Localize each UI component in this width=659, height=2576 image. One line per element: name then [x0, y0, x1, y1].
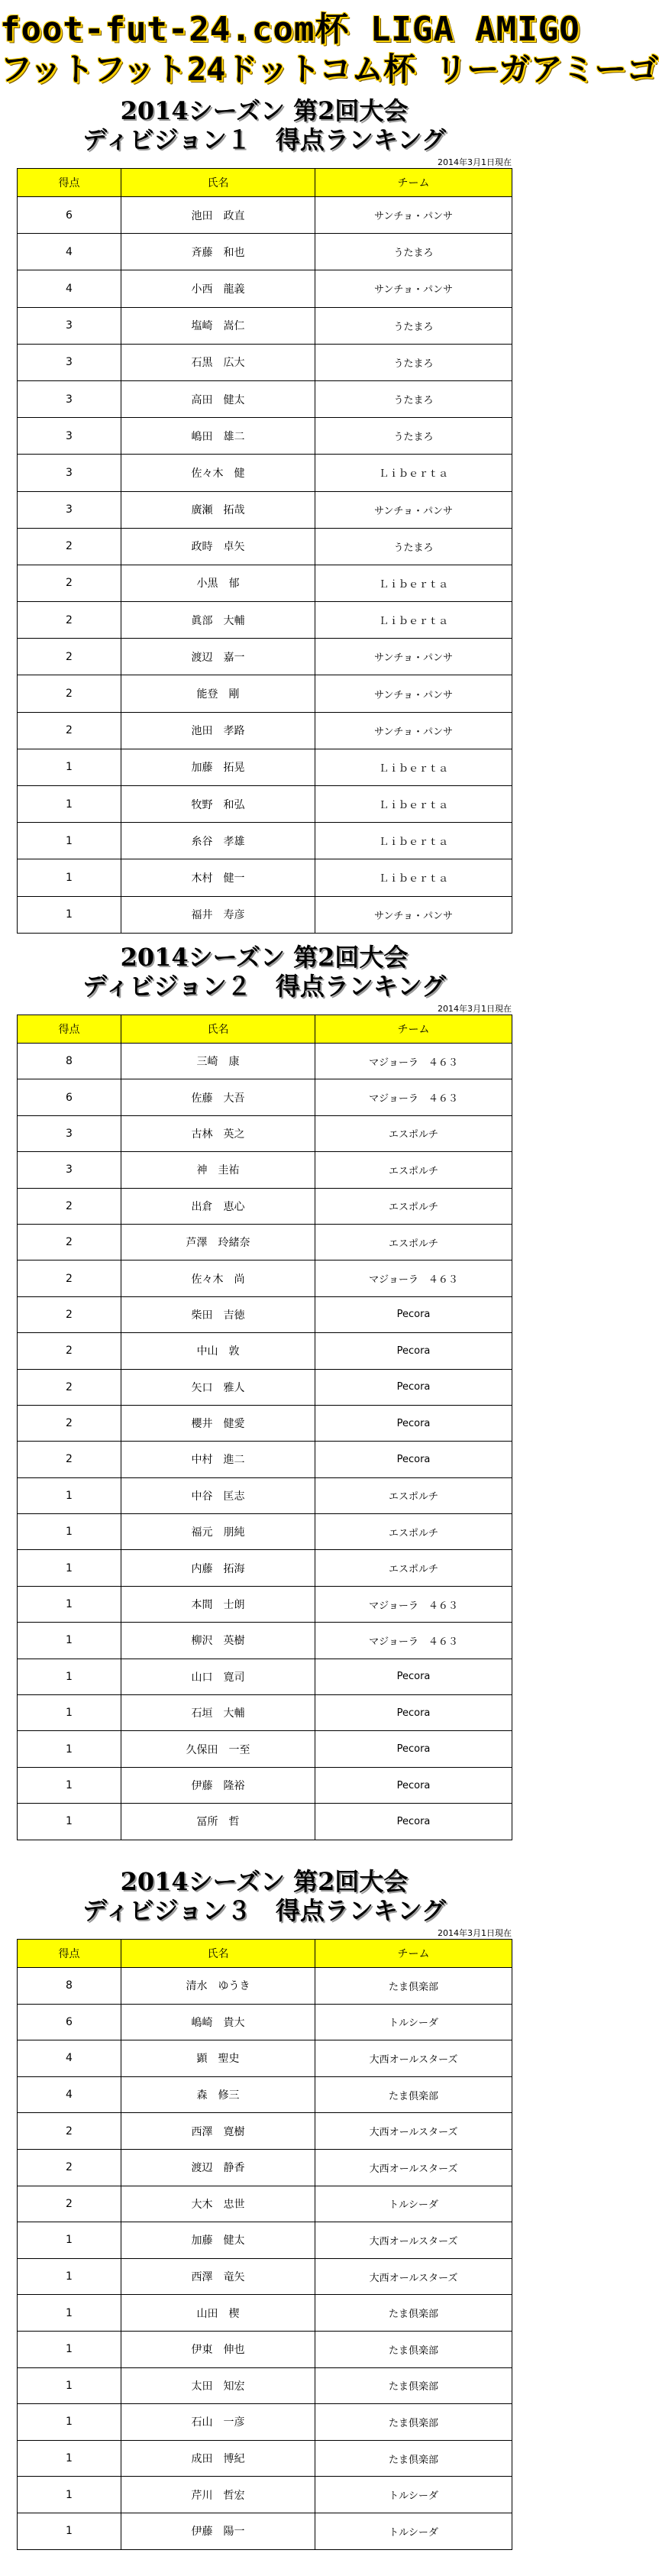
table-row [18, 418, 512, 455]
score-cell: 1 [18, 1514, 121, 1550]
team-cell: エスポルチ [315, 1152, 512, 1188]
header-score: 得点 [18, 169, 121, 197]
score-cell: 8 [18, 1044, 121, 1079]
score-cell: 1 [18, 2513, 121, 2549]
name-cell: 久保田 一至 [121, 1731, 315, 1767]
team-cell: サンチョ・パンサ [315, 491, 512, 528]
name-cell: 嶋崎 貴大 [121, 2004, 315, 2040]
name-cell: 加藤 健太 [121, 2222, 315, 2259]
name-cell: 古林 英之 [121, 1115, 315, 1151]
score-cell: 1 [18, 823, 121, 859]
score-cell: 4 [18, 234, 121, 270]
team-cell: たま倶楽部 [315, 1968, 512, 2005]
team-cell: マジョーラ ４６３ [315, 1586, 512, 1622]
score-cell: 2 [18, 1333, 121, 1369]
table-row [18, 2186, 512, 2222]
name-cell: 三崎 康 [121, 1044, 315, 1079]
table-row [18, 1804, 512, 1840]
division-3-title-line1: 2014シーズン 第2回大会 [120, 1867, 409, 1896]
team-cell: うたまろ [315, 528, 512, 565]
team-cell: エスポルチ [315, 1477, 512, 1513]
table-row [18, 1044, 512, 1079]
score-cell: 1 [18, 2404, 121, 2441]
name-cell: 中山 敦 [121, 1333, 315, 1369]
name-cell: 渡辺 嘉一 [121, 639, 315, 675]
team-cell: Ｌｉｂｅｒｔａ [315, 455, 512, 491]
header-score: 得点 [18, 1015, 121, 1044]
score-cell: 2 [18, 1224, 121, 1260]
table-row [18, 2331, 512, 2367]
header-name: 氏名 [121, 1940, 315, 1968]
name-cell: 塩崎 嵩仁 [121, 307, 315, 344]
score-cell: 1 [18, 2331, 121, 2367]
team-cell: たま倶楽部 [315, 2440, 512, 2477]
score-cell: 1 [18, 1550, 121, 1586]
banner-title-ja: フットフット24ドットコム杯 リーガアミーゴ [0, 50, 659, 88]
name-cell: 芦澤 玲緒奈 [121, 1224, 315, 1260]
score-cell: 1 [18, 1767, 121, 1803]
table-row [18, 1731, 512, 1767]
table-row [18, 2149, 512, 2186]
table-row [18, 2295, 512, 2332]
table-header-row [18, 169, 512, 197]
score-cell: 3 [18, 491, 121, 528]
team-cell: Pecora [315, 1767, 512, 1803]
name-cell: 櫻井 健愛 [121, 1405, 315, 1441]
team-cell: サンチョ・パンサ [315, 639, 512, 675]
table-row [18, 234, 512, 270]
table-row [18, 2367, 512, 2404]
name-cell: 福井 寿彦 [121, 896, 315, 933]
table-row [18, 1477, 512, 1513]
team-cell: Pecora [315, 1405, 512, 1441]
name-cell: 廣瀬 拓哉 [121, 491, 315, 528]
score-cell: 2 [18, 565, 121, 601]
table-row [18, 2404, 512, 2441]
score-cell: 4 [18, 2040, 121, 2077]
table-row [18, 1079, 512, 1115]
score-cell: 1 [18, 2367, 121, 2404]
score-cell: 2 [18, 2186, 121, 2222]
score-cell: 3 [18, 1115, 121, 1151]
score-cell: 1 [18, 786, 121, 823]
team-cell: うたまろ [315, 307, 512, 344]
team-cell: うたまろ [315, 344, 512, 380]
table-row [18, 565, 512, 601]
table-row [18, 1188, 512, 1224]
team-cell: うたまろ [315, 418, 512, 455]
team-cell: Ｌｉｂｅｒｔａ [315, 749, 512, 785]
table-row [18, 528, 512, 565]
name-cell: 渡辺 静香 [121, 2149, 315, 2186]
score-cell: 1 [18, 859, 121, 896]
table-row [18, 1659, 512, 1694]
table-row [18, 2222, 512, 2259]
score-cell: 1 [18, 1586, 121, 1622]
team-cell: たま倶楽部 [315, 2076, 512, 2113]
name-cell: 小黒 郁 [121, 565, 315, 601]
score-cell: 1 [18, 1477, 121, 1513]
table-row [18, 1586, 512, 1622]
name-cell: 伊藤 隆裕 [121, 1767, 315, 1803]
team-cell: 大西オールスターズ [315, 2222, 512, 2259]
score-cell: 2 [18, 2113, 121, 2150]
name-cell: 伊東 伸也 [121, 2331, 315, 2367]
name-cell: 成田 博紀 [121, 2440, 315, 2477]
name-cell: 西澤 寛樹 [121, 2113, 315, 2150]
division-3-as-of: 2014年3月1日現在 [438, 1928, 512, 1938]
team-cell: たま倶楽部 [315, 2331, 512, 2367]
team-cell: うたまろ [315, 380, 512, 417]
team-cell: トルシーダ [315, 2186, 512, 2222]
banner [0, 0, 659, 90]
name-cell: 小西 龍義 [121, 270, 315, 307]
team-cell: Pecora [315, 1804, 512, 1840]
score-cell: 3 [18, 455, 121, 491]
team-cell: Ｌｉｂｅｒｔａ [315, 602, 512, 639]
team-cell: サンチョ・パンサ [315, 896, 512, 933]
name-cell: 芹川 哲宏 [121, 2477, 315, 2513]
name-cell: 柳沢 英樹 [121, 1623, 315, 1659]
team-cell: Pecora [315, 1695, 512, 1731]
table-header-row [18, 1015, 512, 1044]
score-cell: 2 [18, 1405, 121, 1441]
score-cell: 1 [18, 1695, 121, 1731]
banner-title-en: foot-fut-24.com杯 LIGA AMIGO [0, 10, 580, 49]
team-cell: エスポルチ [315, 1188, 512, 1224]
name-cell: 出倉 恵心 [121, 1188, 315, 1224]
team-cell: Pecora [315, 1369, 512, 1405]
score-cell: 4 [18, 270, 121, 307]
score-cell: 1 [18, 2477, 121, 2513]
team-cell: マジョーラ ４６３ [315, 1079, 512, 1115]
table-row [18, 307, 512, 344]
name-cell: 太田 知宏 [121, 2367, 315, 2404]
team-cell: Pecora [315, 1296, 512, 1332]
name-cell: 木村 健一 [121, 859, 315, 896]
table-row [18, 344, 512, 380]
team-cell: 大西オールスターズ [315, 2113, 512, 2150]
name-cell: 伊藤 陽一 [121, 2513, 315, 2549]
division-2-table [17, 1015, 512, 1840]
team-cell: Ｌｉｂｅｒｔａ [315, 823, 512, 859]
score-cell: 6 [18, 197, 121, 234]
table-row [18, 1369, 512, 1405]
name-cell: 石黒 広大 [121, 344, 315, 380]
team-cell: Ｌｉｂｅｒｔａ [315, 859, 512, 896]
team-cell: たま倶楽部 [315, 2404, 512, 2441]
team-cell: トルシーダ [315, 2004, 512, 2040]
score-cell: 4 [18, 2076, 121, 2113]
team-cell: サンチョ・パンサ [315, 197, 512, 234]
table-row [18, 1968, 512, 2005]
name-cell: 神 圭祐 [121, 1152, 315, 1188]
score-cell: 1 [18, 896, 121, 933]
score-cell: 1 [18, 2440, 121, 2477]
name-cell: 本間 士朗 [121, 1586, 315, 1622]
name-cell: 糸谷 孝雄 [121, 823, 315, 859]
name-cell: 佐々木 健 [121, 455, 315, 491]
table-header-row [18, 1940, 512, 1968]
name-cell: 斉藤 和也 [121, 234, 315, 270]
score-cell: 2 [18, 602, 121, 639]
team-cell: エスポルチ [315, 1550, 512, 1586]
name-cell: 池田 政直 [121, 197, 315, 234]
score-cell: 6 [18, 1079, 121, 1115]
score-cell: 3 [18, 344, 121, 380]
table-row [18, 491, 512, 528]
division-2-title-line2: ディビジョン２ 得点ランキング [82, 972, 446, 1001]
team-cell: マジョーラ ４６３ [315, 1623, 512, 1659]
score-cell: 3 [18, 380, 121, 417]
table-row [18, 1260, 512, 1296]
team-cell: 大西オールスターズ [315, 2258, 512, 2295]
team-cell: たま倶楽部 [315, 2367, 512, 2404]
table-row [18, 1514, 512, 1550]
division-3-title-line2: ディビジョン３ 得点ランキング [82, 1896, 446, 1925]
score-cell: 2 [18, 712, 121, 749]
name-cell: 大木 忠世 [121, 2186, 315, 2222]
name-cell: 佐藤 大吾 [121, 1079, 315, 1115]
division-1-table [17, 168, 512, 934]
table-row [18, 1224, 512, 1260]
score-cell: 2 [18, 528, 121, 565]
name-cell: 冨所 哲 [121, 1804, 315, 1840]
team-cell: Pecora [315, 1442, 512, 1477]
table-row [18, 859, 512, 896]
team-cell: Pecora [315, 1731, 512, 1767]
header-team: チーム [315, 169, 512, 197]
name-cell: 山口 寛司 [121, 1659, 315, 1694]
table-row [18, 786, 512, 823]
table-row [18, 1767, 512, 1803]
score-cell: 6 [18, 2004, 121, 2040]
table-row [18, 823, 512, 859]
table-row [18, 380, 512, 417]
table-row [18, 2477, 512, 2513]
table-row [18, 896, 512, 933]
table-row [18, 2113, 512, 2150]
team-cell: トルシーダ [315, 2513, 512, 2549]
name-cell: 池田 孝路 [121, 712, 315, 749]
name-cell: 政時 卓矢 [121, 528, 315, 565]
table-row [18, 1623, 512, 1659]
division-2-title-line1: 2014シーズン 第2回大会 [120, 943, 409, 972]
name-cell: 柴田 吉徳 [121, 1296, 315, 1332]
division-1-as-of: 2014年3月1日現在 [438, 157, 512, 167]
team-cell: サンチョ・パンサ [315, 675, 512, 712]
header-name: 氏名 [121, 1015, 315, 1044]
score-cell: 1 [18, 749, 121, 785]
table-row [18, 675, 512, 712]
table-row [18, 2513, 512, 2549]
score-cell: 3 [18, 307, 121, 344]
name-cell: 眞部 大輔 [121, 602, 315, 639]
name-cell: 矢口 雅人 [121, 1369, 315, 1405]
score-cell: 3 [18, 418, 121, 455]
team-cell: サンチョ・パンサ [315, 712, 512, 749]
name-cell: 内藤 拓海 [121, 1550, 315, 1586]
table-row [18, 749, 512, 785]
team-cell: Pecora [315, 1659, 512, 1694]
score-cell: 2 [18, 1260, 121, 1296]
division-2-as-of: 2014年3月1日現在 [438, 1004, 512, 1014]
name-cell: 能登 剛 [121, 675, 315, 712]
name-cell: 西澤 竜矢 [121, 2258, 315, 2295]
name-cell: 顕 聖史 [121, 2040, 315, 2077]
score-cell: 2 [18, 1442, 121, 1477]
team-cell: 大西オールスターズ [315, 2040, 512, 2077]
team-cell: エスポルチ [315, 1514, 512, 1550]
score-cell: 2 [18, 1369, 121, 1405]
score-cell: 2 [18, 2149, 121, 2186]
division-3-table [17, 1939, 512, 2550]
table-row [18, 639, 512, 675]
table-row [18, 197, 512, 234]
table-row [18, 712, 512, 749]
table-row [18, 270, 512, 307]
score-cell: 2 [18, 1188, 121, 1224]
name-cell: 石垣 大輔 [121, 1695, 315, 1731]
division-1-title-line1: 2014シーズン 第2回大会 [120, 96, 409, 125]
table-row [18, 602, 512, 639]
score-cell: 1 [18, 1659, 121, 1694]
name-cell: 中村 進二 [121, 1442, 315, 1477]
table-row [18, 455, 512, 491]
table-row [18, 2440, 512, 2477]
score-cell: 2 [18, 675, 121, 712]
team-cell: Ｌｉｂｅｒｔａ [315, 565, 512, 601]
name-cell: 清水 ゆうき [121, 1968, 315, 2005]
score-cell: 3 [18, 1152, 121, 1188]
score-cell: 2 [18, 639, 121, 675]
score-cell: 1 [18, 1731, 121, 1767]
team-cell: 大西オールスターズ [315, 2149, 512, 2186]
name-cell: 牧野 和弘 [121, 786, 315, 823]
team-cell: Pecora [315, 1333, 512, 1369]
team-cell: マジョーラ ４６３ [315, 1260, 512, 1296]
table-row [18, 2258, 512, 2295]
score-cell: 1 [18, 2258, 121, 2295]
name-cell: 高田 健太 [121, 380, 315, 417]
name-cell: 中谷 匡志 [121, 1477, 315, 1513]
name-cell: 森 修三 [121, 2076, 315, 2113]
table-row [18, 1405, 512, 1441]
table-row [18, 1296, 512, 1332]
team-cell: たま倶楽部 [315, 2295, 512, 2332]
header-name: 氏名 [121, 169, 315, 197]
team-cell: マジョーラ ４６３ [315, 1044, 512, 1079]
table-row [18, 2040, 512, 2077]
score-cell: 1 [18, 2295, 121, 2332]
score-cell: 2 [18, 1296, 121, 1332]
table-row [18, 1695, 512, 1731]
name-cell: 加藤 拓晃 [121, 749, 315, 785]
table-row [18, 2076, 512, 2113]
table-row [18, 1115, 512, 1151]
name-cell: 山田 楔 [121, 2295, 315, 2332]
name-cell: 佐々木 尚 [121, 1260, 315, 1296]
team-cell: エスポルチ [315, 1115, 512, 1151]
division-1-title-line2: ディビジョン１ 得点ランキング [82, 125, 446, 154]
header-team: チーム [315, 1015, 512, 1044]
header-score: 得点 [18, 1940, 121, 1968]
name-cell: 石山 一彦 [121, 2404, 315, 2441]
name-cell: 嶋田 雄二 [121, 418, 315, 455]
team-cell: うたまろ [315, 234, 512, 270]
score-cell: 8 [18, 1968, 121, 2005]
table-row [18, 1550, 512, 1586]
team-cell: Ｌｉｂｅｒｔａ [315, 786, 512, 823]
score-cell: 1 [18, 2222, 121, 2259]
score-cell: 1 [18, 1804, 121, 1840]
table-row [18, 1333, 512, 1369]
table-row [18, 2004, 512, 2040]
team-cell: トルシーダ [315, 2477, 512, 2513]
table-row [18, 1442, 512, 1477]
table-row [18, 1152, 512, 1188]
header-team: チーム [315, 1940, 512, 1968]
name-cell: 福元 朋純 [121, 1514, 315, 1550]
team-cell: エスポルチ [315, 1224, 512, 1260]
team-cell: サンチョ・パンサ [315, 270, 512, 307]
score-cell: 1 [18, 1623, 121, 1659]
